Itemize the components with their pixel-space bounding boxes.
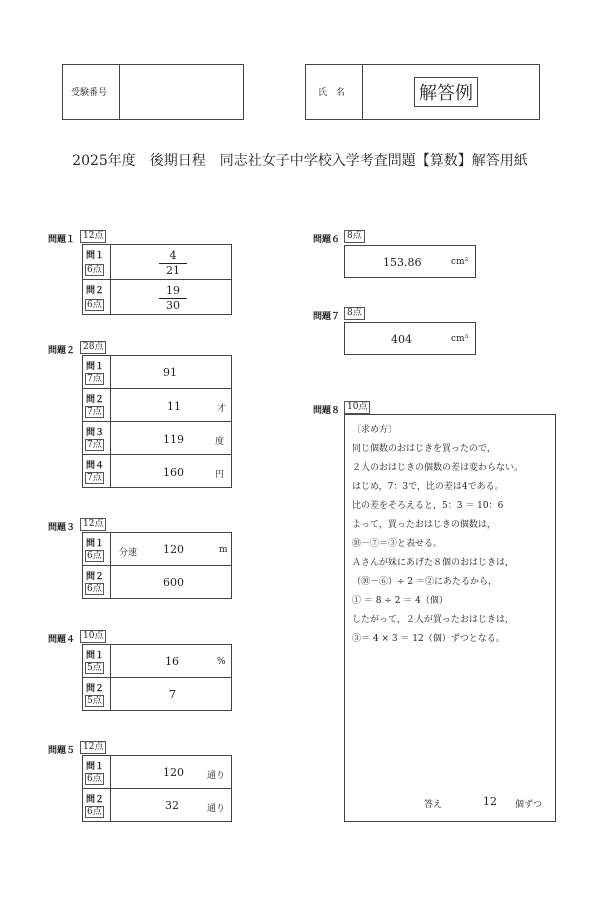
- problem-2-question-3: [82, 421, 232, 455]
- problem-7-label: 問題７: [313, 312, 341, 322]
- fraction-answer: [153, 250, 193, 277]
- q-points: 6点: [87, 774, 102, 784]
- problem-2-label: 問題２: [48, 346, 76, 356]
- q-points: 7点: [87, 440, 102, 450]
- q-points: 6点: [87, 300, 102, 310]
- solution-line: 比の差をそろえると，5：3 ＝ 10：6: [352, 501, 504, 511]
- q-points: 6点: [87, 551, 102, 561]
- name-label: 氏 名: [318, 88, 346, 98]
- problem-3-points: 12点: [80, 518, 106, 531]
- problem-6-points: 8点: [344, 230, 365, 243]
- numerator: 4: [169, 249, 177, 262]
- problem-5-points: 12点: [80, 741, 106, 754]
- problem-5-label: 問題５: [48, 746, 76, 756]
- name-divider: [362, 65, 363, 119]
- q-points: 5点: [87, 663, 102, 673]
- q-points: 6点: [87, 265, 102, 275]
- answer: 11: [167, 400, 181, 413]
- q-label: 問１: [86, 251, 105, 261]
- answer: 120: [163, 766, 184, 779]
- answer: 7: [169, 688, 176, 701]
- q-label: 問１: [86, 762, 105, 772]
- problem-2-question-1: [82, 355, 232, 389]
- solution-line: ２人のおはじきの個数の差は変わらない。: [352, 463, 524, 473]
- problem-1-points: 12点: [80, 230, 106, 243]
- unit: 通り: [207, 771, 226, 781]
- problem-3-label: 問題３: [48, 523, 76, 533]
- q-label: 問３: [86, 428, 105, 438]
- q-points: 7点: [87, 374, 102, 384]
- q-points: 7点: [87, 407, 102, 417]
- solution-line: 〔求め方〕: [352, 425, 398, 435]
- answer: 120: [163, 543, 184, 556]
- q-points: 6点: [87, 807, 102, 817]
- unit: 円: [215, 470, 225, 480]
- q-label: 問２: [86, 286, 105, 296]
- problem-4-label: 問題４: [48, 635, 76, 645]
- problem-4-question-1: [82, 644, 232, 678]
- q-label: 問２: [86, 684, 105, 694]
- solution-line: はじめ，7：3で，比の差は4である。: [352, 482, 504, 492]
- problem-3-question-2: [82, 565, 232, 599]
- unit: 通り: [207, 804, 226, 814]
- problem-8-label: 問題８: [313, 406, 341, 416]
- exam-number-divider: [119, 65, 120, 119]
- answer-prefix: 分速: [119, 548, 138, 558]
- q-label: 問２: [86, 795, 105, 805]
- answer-label: 答え: [424, 800, 443, 810]
- problem-3-question-1: [82, 532, 232, 566]
- problem-7-answer-box: [344, 322, 476, 355]
- solution-line: ③＝ 4 × 3 ＝ 12（個）ずつとなる。: [352, 634, 505, 644]
- unit: 才: [217, 404, 227, 414]
- q-label: 問１: [86, 362, 105, 372]
- answer: 16: [165, 655, 179, 668]
- problem-4-points: 10点: [80, 630, 106, 643]
- answer: 600: [163, 576, 184, 589]
- exam-number-box: [62, 64, 244, 120]
- unit: %: [217, 657, 226, 667]
- fraction-answer: [153, 285, 193, 312]
- problem-4-question-2: [82, 677, 232, 711]
- page-title: 2025年度 後期日程 同志社女子中学校入学考査問題【算数】解答用紙: [72, 153, 528, 169]
- q-label: 問２: [86, 395, 105, 405]
- problem-2-question-2: [82, 388, 232, 422]
- answer: 160: [163, 466, 184, 479]
- solution-line: ⑩－⑦＝③と表せる。: [352, 539, 443, 549]
- unit: 度: [215, 437, 225, 447]
- name-box: [305, 64, 540, 120]
- answer: 404: [391, 333, 412, 346]
- problem-5-question-2: [82, 788, 232, 822]
- unit: 個ずつ: [515, 800, 543, 810]
- denominator: 30: [166, 299, 180, 312]
- denominator: 21: [166, 264, 180, 277]
- solution-line: ① ＝ 8 ÷ 2 ＝ 4（個）: [352, 596, 448, 606]
- q-label: 問４: [86, 461, 105, 471]
- problem-7-points: 8点: [344, 307, 365, 320]
- q-points: 6点: [87, 584, 102, 594]
- answer: 91: [163, 366, 177, 379]
- problem-2-points: 28点: [80, 341, 106, 354]
- solution-line: 同じ個数のおはじきを買ったので，: [352, 444, 496, 454]
- numerator: 19: [166, 284, 180, 297]
- solution-line: したがって，２人が買ったおはじきは，: [352, 615, 514, 625]
- solution-line: よって，買ったおはじきの個数は，: [352, 520, 496, 530]
- answer: 12: [483, 795, 497, 808]
- q-points: 7点: [87, 473, 102, 483]
- unit: m: [219, 545, 228, 555]
- problem-1-question-1: [82, 244, 232, 280]
- unit: cm³: [451, 334, 469, 344]
- q-label: 問１: [86, 651, 105, 661]
- problem-1-question-2: [82, 279, 232, 315]
- problem-2-question-4: [82, 454, 232, 488]
- q-label: 問２: [86, 572, 105, 582]
- solution-line: Ａさんが妹にあげた８個のおはじきは，: [352, 558, 515, 568]
- problem-1-label: 問題１: [48, 235, 76, 245]
- q-label: 問１: [86, 539, 105, 549]
- q-points: 5点: [87, 696, 102, 706]
- answer: 153.86: [383, 256, 422, 269]
- unit: cm²: [451, 257, 469, 267]
- problem-8-points: 10点: [344, 401, 370, 414]
- solution-line: （⑩－⑥）÷ 2 ＝②にあたるから，: [352, 577, 497, 587]
- problem-6-answer-box: [344, 245, 476, 278]
- answer-key-stamp: 解答例: [414, 77, 478, 107]
- exam-number-label: 受験番号: [71, 88, 108, 98]
- problem-6-label: 問題６: [313, 235, 341, 245]
- problem-5-question-1: [82, 755, 232, 789]
- answer: 119: [163, 433, 184, 446]
- answer: 32: [165, 799, 179, 812]
